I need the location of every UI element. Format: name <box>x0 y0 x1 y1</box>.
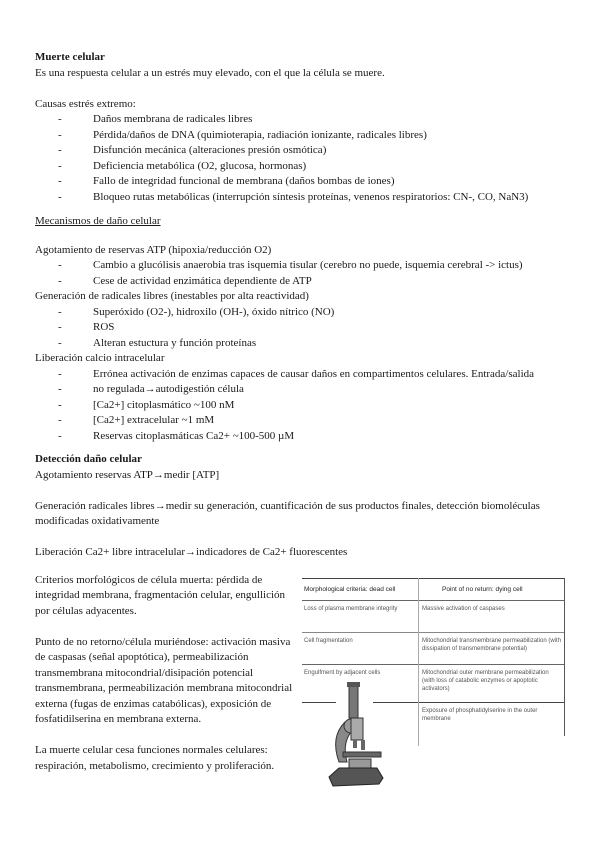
table-cell: Mitochondrial transmembrane permeabilization (with dissipation of transmembrane potential) <box>422 638 562 652</box>
table-cell: Loss of plasma membrane integrity <box>304 606 398 612</box>
mechanisms-heading: Mecanismos de daño celular <box>35 215 161 227</box>
causes-list <box>35 112 555 205</box>
detection-text: Liberación Ca2+ libre intracelular→indicadores de Ca2+ fluorescentes <box>35 546 348 558</box>
list-item: - Bloqueo rutas metabólicas (interrupción síntesis proteínas, venenos respiratorios: CN-, CO, NaN3) <box>58 190 529 203</box>
list-item: - no regulada→autodigestión célula <box>58 383 244 395</box>
mechanism-title: Liberación calcio intracelular <box>35 352 165 364</box>
list-item: - Reservas citoplasmáticas Ca2+ ~100-500 µM <box>58 429 295 442</box>
table-cell: Engulfment by adjacent cells <box>304 670 381 676</box>
list-item: - ROS <box>58 321 115 333</box>
list-item: - Superóxido (O2-), hidroxilo (OH-), óxido nítrico (NO) <box>58 305 335 318</box>
paragraph: Punto de no retorno/célula muriéndose: activación masiva de caspasas (señal apoptótica), permeabilización transmembrana mitocondrial/disipación potencial transmembrana, permeabilización membrana mitocondrial externa (fugas de enzimas catabólicas), exposición de fosfatidilserina en membrana externa. <box>35 635 293 725</box>
table-header: Morphological criteria: dead cell <box>304 586 396 593</box>
section-title: Muerte celular <box>35 51 105 63</box>
mechanism-list <box>35 258 555 289</box>
list-item: - [Ca2+] extracelular ~1 mM <box>58 414 215 426</box>
list-item: - [Ca2+] citoplasmático ~100 nM <box>58 398 235 411</box>
list-item: - Alteran estuctura y función proteínas <box>58 336 257 349</box>
list-item: - Cambio a glucólisis anaerobia tras isquemia tisular (cerebro no puede, isquemia cerebral -> ictus) <box>58 259 523 271</box>
mechanism-list <box>35 305 555 352</box>
list-item: - Deficiencia metabólica (O2, glucosa, hormonas) <box>58 159 307 172</box>
table-cell: Mitochondrial outer membrane permeabilization (with loss of catabolic enzymes or apoptotic activators) <box>422 670 549 692</box>
microscope-icon <box>325 682 390 792</box>
detection-heading: Detección daño celular <box>35 453 142 465</box>
intro-text: Es una respuesta celular a un estrés muy elevado, con el que la célula se muere. <box>35 66 385 79</box>
table-cell: Exposure of phosphatidylserine in the outer membrane <box>422 708 538 722</box>
mechanism-title: Agotamiento de reservas ATP (hipoxia/reducción O2) <box>35 243 272 256</box>
causes-heading: Causas estrés extremo: <box>35 97 136 110</box>
list-item: - Disfunción mecánica (alteraciones presión osmótica) <box>58 144 327 156</box>
list-item: - Pérdida/daños de DNA (quimioterapia, radiación ionizante, radicales libres) <box>58 128 427 141</box>
list-item: - Cese de actividad enzimática dependiente de ATP <box>58 274 312 287</box>
mechanism-title: Generación de radicales libres (inestables por alta reactividad) <box>35 290 309 302</box>
list-item: - Errónea activación de enzimas capaces de causar daños en compartimentos celulares. Entrada/salida <box>58 367 535 380</box>
table-cell: Massive activation of caspases <box>422 606 505 612</box>
table-header: Point of no return: dying cell <box>442 586 523 593</box>
table-cell: Cell fragmentation <box>304 638 353 644</box>
paragraph: La muerte celular cesa funciones normales celulares: respiración, metabolismo, crecimiento y proliferación. <box>35 744 275 772</box>
detection-text: Generación radicales libres→medir su generación, cuantificación de sus productos finales, detección biomoléculas modificadas oxidativamente <box>35 499 540 527</box>
detection-text: Agotamiento reservas ATP→medir [ATP] <box>35 468 220 481</box>
list-item: - Daños membrana de radicales libres <box>58 113 253 125</box>
list-item: - Fallo de integridad funcional de membrana (daños bombas de iones) <box>58 175 395 187</box>
paragraph: Criterios morfológicos de célula muerta: pérdida de integridad membrana, fragmentación celular, engullición por células adyacentes. <box>35 573 286 617</box>
mechanism-list <box>35 367 555 445</box>
